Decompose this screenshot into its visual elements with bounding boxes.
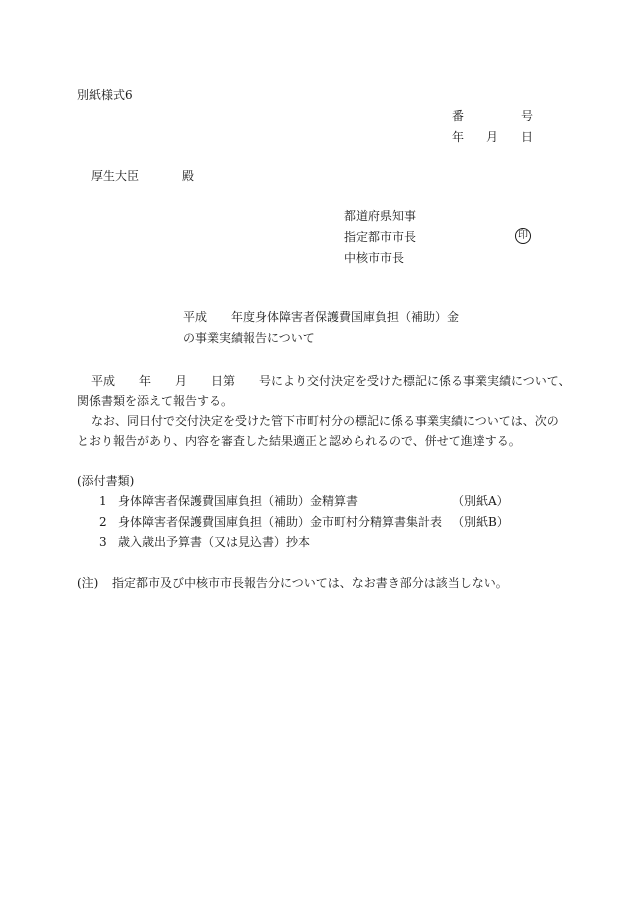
- body-paragraph-2-line-1: なお、同日付で交付決定を受けた管下市町村分の標記に係る事業実績については、次の: [91, 414, 559, 428]
- form-id: 別紙様式6: [77, 88, 133, 102]
- seal-mark: 印: [515, 228, 531, 244]
- addressee-honorific: 殿: [182, 169, 195, 183]
- document-number-suffix: 号: [521, 109, 534, 123]
- subject-line-2: の事業実績報告について: [183, 331, 315, 345]
- sender-designated-city-mayor: 指定都市市長: [344, 230, 417, 244]
- note-text: 指定都市及び中核市市長報告分については、なお書き部分は該当しない。: [112, 576, 508, 590]
- attachment-item-1-text: 身体障害者保護費国庫負担（補助）金精算書: [118, 494, 359, 508]
- sender-governor: 都道府県知事: [344, 209, 417, 223]
- subject-line-1: 平成 年度身体障害者保護費国庫負担（補助）金: [183, 310, 460, 324]
- date-year: 年: [452, 130, 465, 144]
- attachment-item-3-number: 3: [99, 535, 107, 549]
- addressee-name: 厚生大臣: [91, 169, 140, 183]
- attachments-heading: (添付書類): [77, 474, 135, 488]
- sender-core-city-mayor: 中核市市長: [344, 251, 405, 265]
- date-day: 日: [521, 130, 534, 144]
- note-label: (注): [77, 576, 99, 590]
- document-number-label: 番: [452, 109, 465, 123]
- attachment-item-2-ref: （別紙B）: [452, 515, 509, 529]
- body-paragraph-2-line-2: とおり報告があり、内容を審査した結果適正と認められるので、併せて進達する。: [77, 434, 521, 448]
- attachment-item-2-text: 身体障害者保護費国庫負担（補助）金市町村分精算書集計表: [118, 515, 443, 529]
- body-paragraph-1-line-1: 平成 年 月 日第 号により交付決定を受けた標記に係る事業実績について、: [91, 374, 571, 388]
- attachment-item-2-number: 2: [99, 515, 107, 529]
- attachment-item-1-ref: （別紙A）: [452, 494, 509, 508]
- body-paragraph-1-line-2: 関係書類を添えて報告する。: [77, 394, 234, 408]
- attachment-item-3-text: 歳入歳出予算書（又は見込書）抄本: [118, 535, 311, 549]
- date-month: 月: [486, 130, 499, 144]
- attachment-item-1-number: 1: [99, 494, 107, 508]
